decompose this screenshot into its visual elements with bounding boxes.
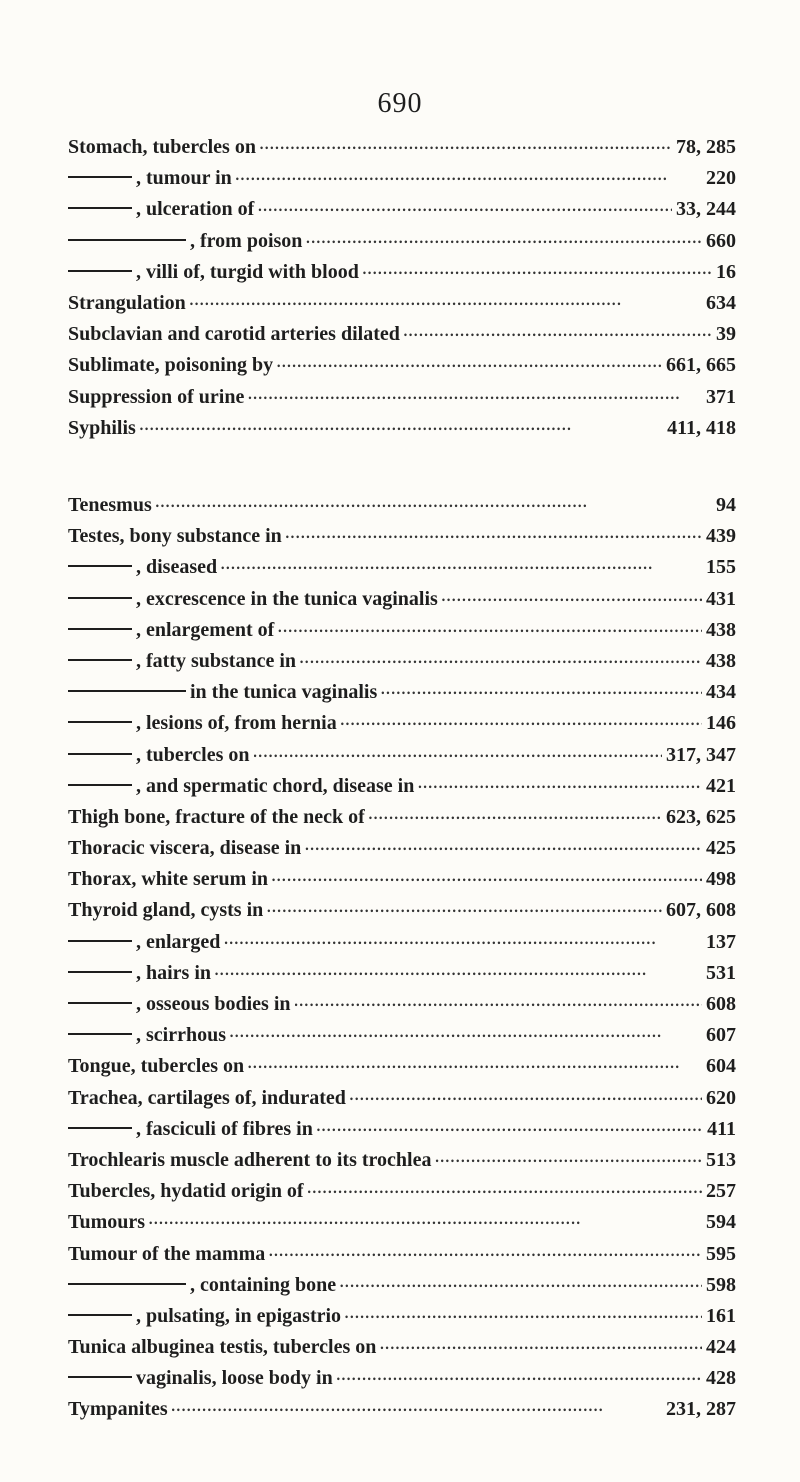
page-references: 608 bbox=[706, 993, 736, 1015]
entry-heading: , tumour in bbox=[136, 167, 232, 190]
entry-heading: , ulceration of bbox=[136, 198, 255, 221]
entry-heading: , containing bone bbox=[190, 1273, 337, 1296]
page-references: 428 bbox=[706, 1367, 736, 1390]
index-entry bbox=[68, 494, 736, 525]
page-references: 220 bbox=[706, 167, 736, 190]
index-entry bbox=[68, 1398, 736, 1429]
dot-leader bbox=[254, 744, 662, 767]
dot-leader bbox=[260, 136, 672, 159]
page-references: 94 bbox=[716, 494, 736, 516]
entry-heading: Strangulation bbox=[68, 291, 186, 314]
dot-leader bbox=[308, 1180, 702, 1203]
ditto-dash bbox=[68, 1033, 132, 1035]
dot-leader bbox=[435, 1149, 702, 1172]
dot-leader bbox=[258, 198, 672, 221]
page-references: 598 bbox=[706, 1273, 736, 1296]
entry-heading: , villi of, turgid with blood bbox=[136, 260, 359, 283]
index-entry bbox=[68, 1087, 736, 1118]
entry-heading: Tunica albuginea testis, tubercles on bbox=[68, 1336, 377, 1359]
dot-leader bbox=[269, 1243, 702, 1266]
index-entry bbox=[68, 417, 736, 448]
page-references: 498 bbox=[706, 868, 736, 891]
dot-leader bbox=[267, 899, 662, 922]
entry-heading: Trochlearis muscle adherent to its trochlea bbox=[68, 1148, 432, 1171]
index-entry bbox=[68, 386, 736, 417]
dot-leader bbox=[341, 712, 702, 735]
index-entry bbox=[68, 993, 736, 1024]
page-references: 231, 287 bbox=[666, 1398, 736, 1421]
dot-leader bbox=[350, 1087, 702, 1110]
index-entry bbox=[68, 775, 736, 806]
dot-leader bbox=[363, 261, 712, 284]
page-references: 411, 418 bbox=[667, 416, 736, 439]
entry-heading: , scirrhous bbox=[136, 1024, 226, 1047]
dot-leader bbox=[442, 588, 702, 611]
ditto-dash bbox=[68, 1314, 132, 1316]
dot-leader bbox=[278, 619, 702, 642]
index-entry bbox=[68, 899, 736, 930]
entry-heading: in the tunica vaginalis bbox=[190, 681, 378, 704]
page-references: 620 bbox=[706, 1086, 736, 1109]
dot-leader bbox=[418, 775, 702, 798]
entry-heading: Tympanites bbox=[68, 1398, 168, 1421]
dot-leader bbox=[149, 1211, 702, 1234]
ditto-dash bbox=[68, 628, 132, 630]
entry-heading: , excrescence in the tunica vaginalis bbox=[136, 587, 438, 610]
entry-heading: Testes, bony substance in bbox=[68, 525, 282, 548]
index-entry bbox=[68, 1149, 736, 1180]
index-entry bbox=[68, 712, 736, 743]
dot-leader bbox=[337, 1367, 702, 1390]
entry-heading: Tenesmus bbox=[68, 494, 152, 516]
ditto-dash bbox=[68, 753, 132, 755]
dot-leader bbox=[345, 1305, 702, 1328]
ditto-dash bbox=[68, 659, 132, 661]
ditto-dash bbox=[68, 270, 132, 272]
index-entry bbox=[68, 837, 736, 868]
index-section-t bbox=[68, 494, 736, 1430]
entry-heading: Tumour of the mamma bbox=[68, 1242, 266, 1265]
page-references: 438 bbox=[706, 649, 736, 672]
index-entry bbox=[68, 619, 736, 650]
ditto-dash bbox=[68, 784, 132, 786]
dot-leader bbox=[156, 494, 712, 517]
dot-leader bbox=[224, 931, 702, 954]
index-entry bbox=[68, 1211, 736, 1242]
index-entry bbox=[68, 1336, 736, 1367]
dot-leader bbox=[248, 386, 702, 409]
entry-heading: Thyroid gland, cysts in bbox=[68, 899, 264, 922]
page-references: 595 bbox=[706, 1242, 736, 1265]
entry-heading: Tubercles, hydatid origin of bbox=[68, 1180, 304, 1203]
index-entry bbox=[68, 588, 736, 619]
page-references: 421 bbox=[706, 774, 736, 797]
ditto-dash bbox=[68, 1002, 132, 1004]
entry-heading: vaginalis, loose body in bbox=[136, 1367, 333, 1390]
dot-leader bbox=[221, 556, 702, 579]
index-entry bbox=[68, 931, 736, 962]
page-references: 137 bbox=[706, 930, 736, 953]
page-references: 317, 347 bbox=[666, 743, 736, 766]
page-references: 411 bbox=[707, 1117, 736, 1140]
dot-leader bbox=[215, 962, 702, 985]
ditto-dash bbox=[68, 239, 186, 241]
ditto-dash bbox=[68, 207, 132, 209]
entry-heading: , hairs in bbox=[136, 961, 212, 984]
entry-heading: , diseased bbox=[136, 556, 218, 579]
page-references: 604 bbox=[706, 1055, 736, 1078]
entry-heading: , lesions of, from hernia bbox=[136, 712, 337, 735]
dot-leader bbox=[381, 681, 702, 704]
page-references: 161 bbox=[706, 1304, 736, 1327]
page-references: 594 bbox=[706, 1211, 736, 1234]
entry-heading: , osseous bodies in bbox=[136, 993, 291, 1015]
page-references: 146 bbox=[706, 712, 736, 735]
dot-leader bbox=[404, 323, 712, 346]
dot-leader bbox=[317, 1118, 703, 1141]
index-section-s bbox=[68, 136, 736, 448]
index-entry bbox=[68, 261, 736, 292]
ditto-dash bbox=[68, 940, 132, 942]
entry-heading: Syphilis bbox=[68, 416, 136, 439]
page-references: 634 bbox=[706, 291, 736, 314]
page-references: 424 bbox=[706, 1336, 736, 1359]
index-entry bbox=[68, 1118, 736, 1149]
index-entry bbox=[68, 1055, 736, 1086]
dot-leader bbox=[380, 1336, 702, 1359]
index-entry bbox=[68, 167, 736, 198]
index-entry bbox=[68, 230, 736, 261]
index-entry bbox=[68, 354, 736, 385]
dot-leader bbox=[295, 993, 703, 1016]
index-entry bbox=[68, 868, 736, 899]
dot-leader bbox=[286, 525, 702, 548]
index-entry bbox=[68, 1274, 736, 1305]
page-references: 155 bbox=[706, 556, 736, 579]
page-references: 16 bbox=[716, 260, 736, 283]
index-entry bbox=[68, 1024, 736, 1055]
ditto-dash bbox=[68, 565, 132, 567]
ditto-dash bbox=[68, 597, 132, 599]
dot-leader bbox=[369, 806, 662, 829]
entry-heading: , enlarged bbox=[136, 930, 221, 953]
index-entry bbox=[68, 198, 736, 229]
index-entry bbox=[68, 1243, 736, 1274]
index-entry bbox=[68, 1305, 736, 1336]
index-entry bbox=[68, 292, 736, 323]
entry-heading: , enlargement of bbox=[136, 618, 275, 641]
entry-heading: Sublimate, poisoning by bbox=[68, 354, 274, 377]
index-entry bbox=[68, 323, 736, 354]
index-entry bbox=[68, 650, 736, 681]
dot-leader bbox=[277, 354, 662, 377]
dot-leader bbox=[272, 868, 702, 891]
page-references: 257 bbox=[706, 1180, 736, 1203]
index-entry bbox=[68, 681, 736, 712]
page-references: 425 bbox=[706, 837, 736, 860]
page-references: 607 bbox=[706, 1024, 736, 1047]
entry-heading: , pulsating, in epigastrio bbox=[136, 1304, 342, 1327]
index-entry bbox=[68, 525, 736, 556]
dot-leader bbox=[140, 417, 663, 440]
page-number: 690 bbox=[377, 88, 423, 119]
ditto-dash bbox=[68, 1376, 132, 1378]
entry-heading: Thigh bone, fracture of the neck of bbox=[68, 805, 365, 828]
page-references: 39 bbox=[716, 323, 736, 346]
dot-leader bbox=[172, 1398, 662, 1421]
ditto-dash bbox=[68, 1283, 186, 1285]
ditto-dash bbox=[68, 690, 186, 692]
index-entry bbox=[68, 556, 736, 587]
page-references: 434 bbox=[706, 681, 736, 704]
index-entry bbox=[68, 744, 736, 775]
dot-leader bbox=[230, 1024, 702, 1047]
dot-leader bbox=[236, 167, 702, 190]
dot-leader bbox=[340, 1274, 702, 1297]
page-references: 78, 285 bbox=[676, 136, 736, 158]
ditto-dash bbox=[68, 971, 132, 973]
entry-heading: , fasciculi of fibres in bbox=[136, 1117, 313, 1140]
index-entry bbox=[68, 962, 736, 993]
page-references: 513 bbox=[706, 1148, 736, 1171]
page-references: 371 bbox=[706, 385, 736, 408]
page-references: 623, 625 bbox=[666, 805, 736, 828]
dot-leader bbox=[306, 230, 702, 253]
dot-leader bbox=[190, 292, 702, 315]
dot-leader bbox=[305, 837, 702, 860]
dot-leader bbox=[248, 1055, 702, 1078]
entry-heading: Thorax, white serum in bbox=[68, 868, 268, 891]
page-references: 431 bbox=[706, 587, 736, 610]
index-entry bbox=[68, 1180, 736, 1211]
entry-heading: , fatty substance in bbox=[136, 649, 297, 672]
entry-heading: Suppression of urine bbox=[68, 385, 245, 408]
dot-leader bbox=[300, 650, 702, 673]
ditto-dash bbox=[68, 721, 132, 723]
page-references: 439 bbox=[706, 525, 736, 548]
entry-heading: Subclavian and carotid arteries dilated bbox=[68, 323, 400, 346]
ditto-dash bbox=[68, 1127, 132, 1129]
entry-heading: Tongue, tubercles on bbox=[68, 1055, 245, 1078]
entry-heading: , and spermatic chord, disease in bbox=[136, 774, 415, 797]
entry-heading: , from poison bbox=[190, 229, 303, 252]
page-references: 661, 665 bbox=[666, 354, 736, 377]
page-references: 531 bbox=[706, 961, 736, 984]
page-references: 33, 244 bbox=[676, 198, 736, 221]
index-entry bbox=[68, 136, 736, 167]
entry-heading: Thoracic viscera, disease in bbox=[68, 837, 302, 860]
page-references: 607, 608 bbox=[666, 899, 736, 922]
index-entry bbox=[68, 1367, 736, 1398]
page-references: 660 bbox=[706, 229, 736, 252]
entry-heading: , tubercles on bbox=[136, 743, 250, 766]
entry-heading: Stomach, tubercles on bbox=[68, 136, 256, 158]
index-entry bbox=[68, 806, 736, 837]
page-references: 438 bbox=[706, 618, 736, 641]
entry-heading: Trachea, cartilages of, indurated bbox=[68, 1086, 346, 1109]
ditto-dash bbox=[68, 176, 132, 178]
entry-heading: Tumours bbox=[68, 1211, 146, 1234]
